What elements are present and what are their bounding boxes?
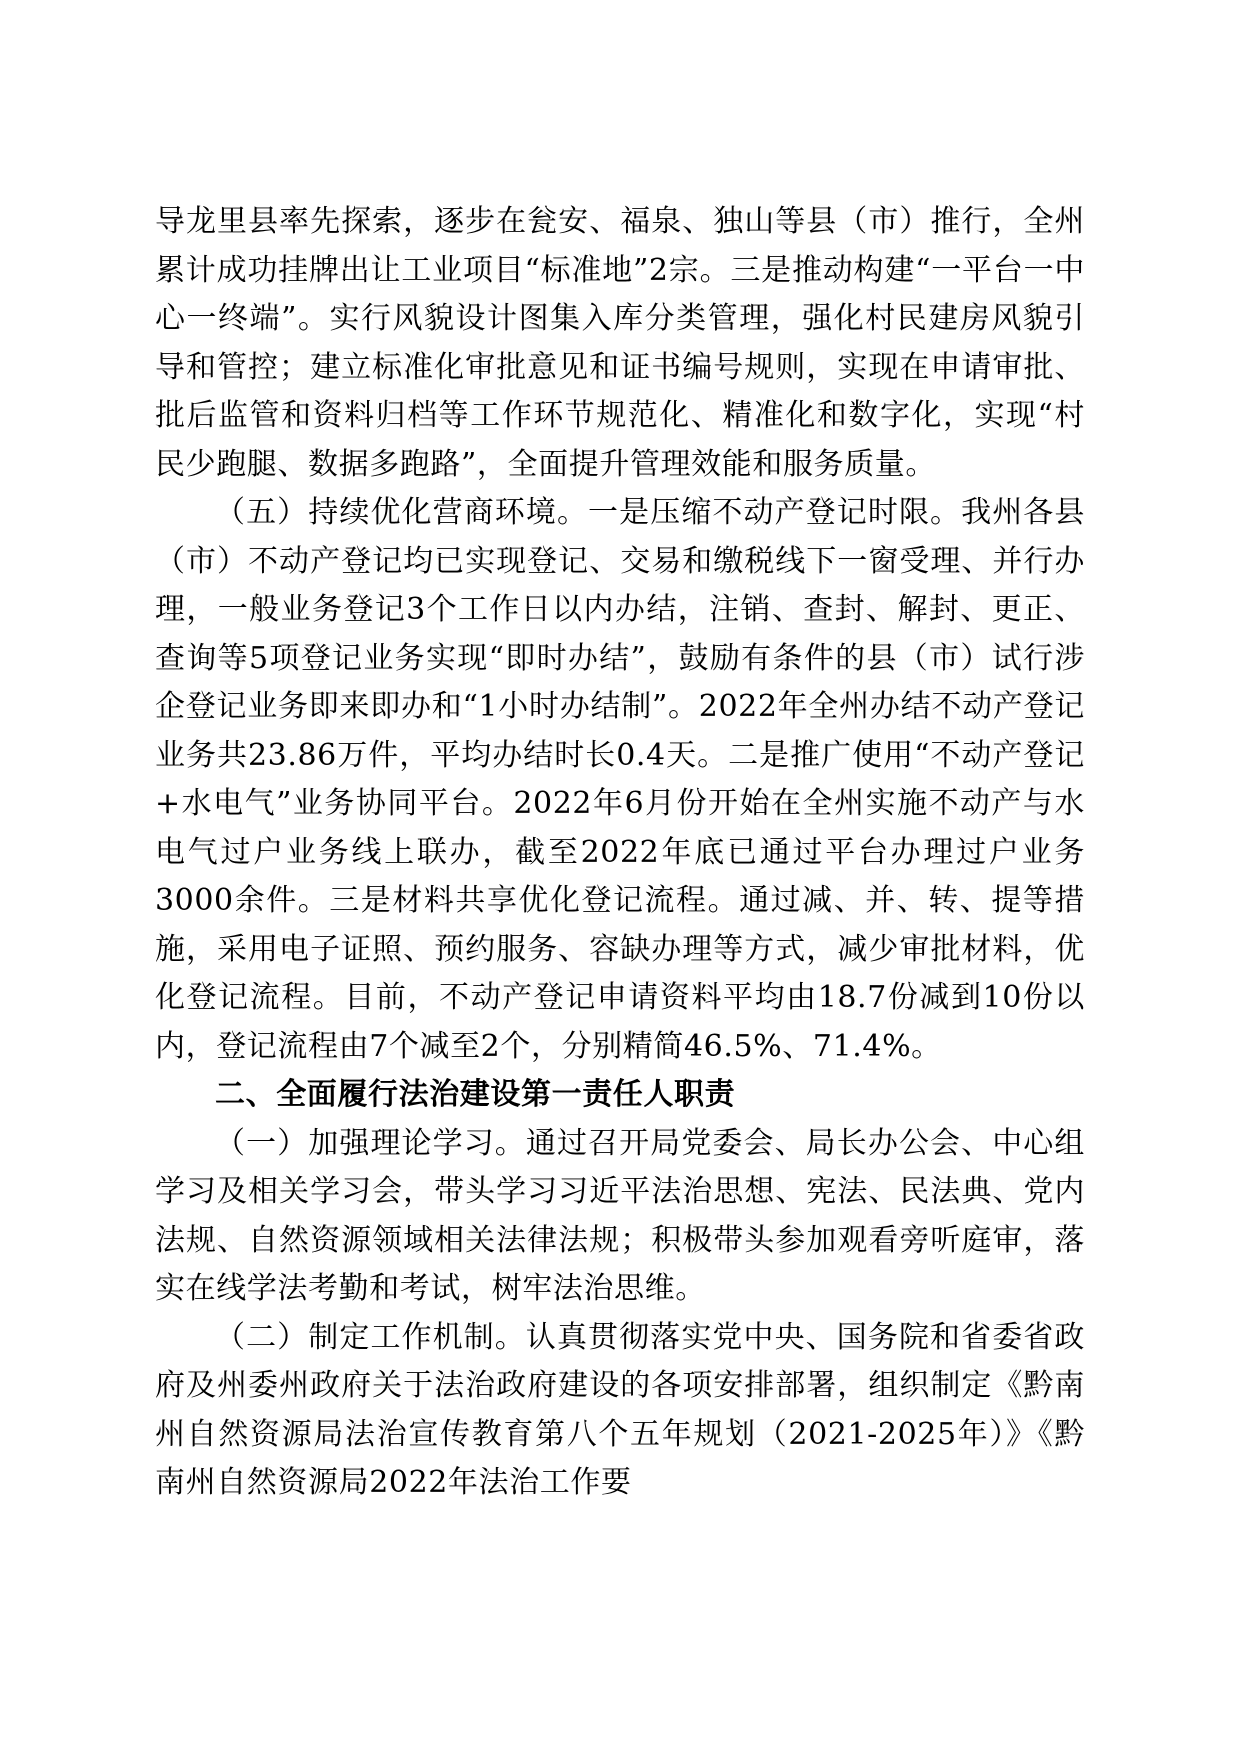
paragraph-theory-study: （一）加强理论学习。通过召开局党委会、局长办公会、中心组学习及相关学习会，带头学习习近平法治思想、宪法、民法典、党内法规、自然资源领域相关法律法规；积极带头参加观看旁听庭审，落实在线学法考勤和考试，树牢法治思维。 bbox=[155, 1125, 1085, 1306]
section-heading: 二、全面履行法治建设第一责任人职责 bbox=[215, 1077, 736, 1112]
paragraph-continuation: 导龙里县率先探索，逐步在瓮安、福泉、独山等县（市）推行，全州累计成功挂牌出让工业项目“标准地”2宗。三是推动构建“一平台一中心一终端”。实行风貌设计图集入库分类管理，强化村民建房风貌引导和管控；建立标准化审批意见和证书编号规则，实现在申请审批、批后监管和资料归档等工作环节规范化、精准化和数字化，实现“村民少跑腿、数据多跑路”，全面提升管理效能和服务质量。 bbox=[155, 204, 1085, 482]
document-body bbox=[155, 198, 1085, 1508]
paragraph-work-mechanism: （二）制定工作机制。认真贯彻落实党中央、国务院和省委省政府及州委州政府关于法治政府建设的各项安排部署，组织制定《黔南州自然资源局法治宣传教育第八个五年规划（2021-2025年）》《黔南州自然资源局2022年法治工作要 bbox=[155, 1319, 1085, 1500]
paragraph-business-environment: （五）持续优化营商环境。一是压缩不动产登记时限。我州各县（市）不动产登记均已实现登记、交易和缴税线下一窗受理、并行办理，一般业务登记3个工作日以内办结，注销、查封、解封、更正、查询等5项登记业务实现“即时办结”，鼓励有条件的县（市）试行涉企登记业务即来即办和“1小时办结制”。2022年全州办结不动产登记业务共23.86万件，平均办结时长0.4天。二是推广使用“不动产登记+水电气”业务协同平台。2022年6月份开始在全州实施不动产与水电气过户业务线上联办，截至2022年底已通过平台办理过户业务3000余件。三是材料共享优化登记流程。通过减、并、转、提等措施，采用电子证照、预约服务、容缺办理等方式，减少审批材料，优化登记流程。目前，不动产登记申请资料平均由18.7份减到10份以内，登记流程由7个减至2个，分别精简46.5%、71.4%。 bbox=[155, 495, 1085, 1064]
